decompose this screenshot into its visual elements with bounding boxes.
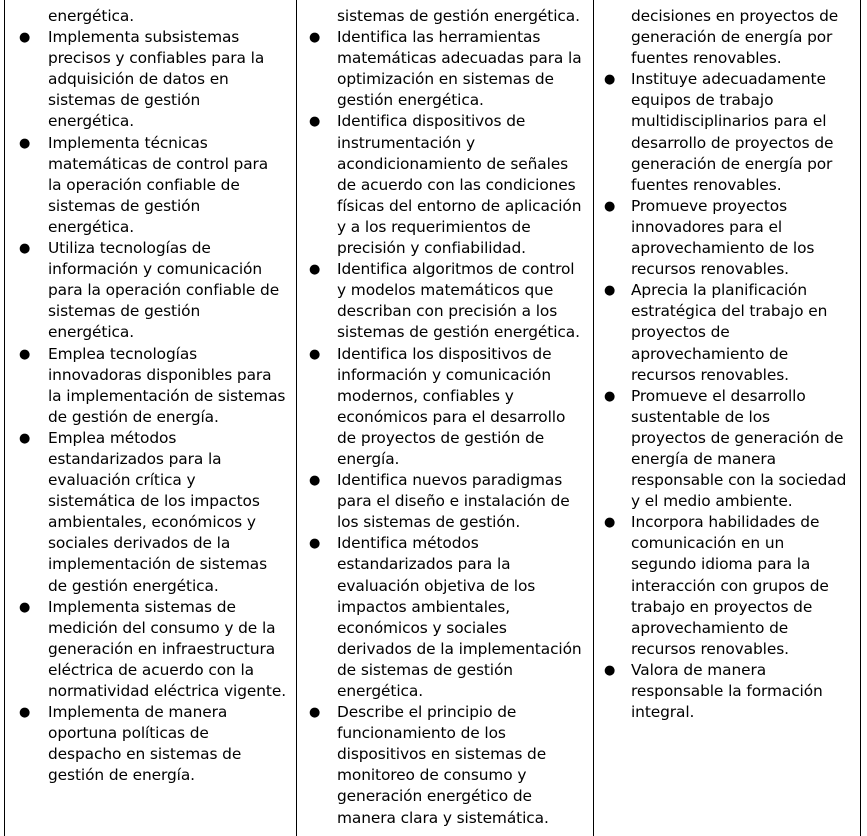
list-item-line xyxy=(5,27,290,48)
column-2-list xyxy=(297,6,588,829)
list-item-line xyxy=(594,280,856,301)
list-item-line xyxy=(5,639,290,660)
list-item-line xyxy=(297,238,588,259)
list-item-text: económicos y sociales xyxy=(337,618,507,637)
list-item-line xyxy=(594,301,856,322)
list-item-text: generación de energía por xyxy=(631,154,833,173)
list-item-text: económicos para el desarrollo xyxy=(337,407,566,426)
list-item-text: generación energético de xyxy=(337,787,532,806)
list-item-text: proyectos de generación de xyxy=(631,428,844,447)
bullet-icon: ● xyxy=(309,114,321,130)
list-item-line xyxy=(297,196,588,217)
list-item-text: sociales derivados de la xyxy=(48,534,231,553)
list-item-text: la operación confiable de xyxy=(48,175,240,194)
list-item-line xyxy=(594,702,856,723)
list-item-text: energética. xyxy=(48,217,134,236)
list-item-line xyxy=(5,702,290,723)
bullet-icon: ● xyxy=(19,599,31,615)
list-item-line xyxy=(594,533,856,554)
list-item-text: integral. xyxy=(631,703,695,722)
list-item-text: energética. xyxy=(48,7,134,25)
list-item-text: sistemas de gestión xyxy=(48,302,201,321)
list-item-text: y el medio ambiente. xyxy=(631,492,793,511)
list-item-text: precisos y confiables para la xyxy=(48,49,265,68)
list-item-text: normatividad eléctrica vigente. xyxy=(48,682,286,700)
list-item-line xyxy=(297,723,588,744)
list-item-text: y a los requerimientos de xyxy=(337,217,531,236)
list-item-line xyxy=(594,90,856,111)
list-item-text: Identifica algoritmos de control xyxy=(337,260,575,279)
list-item-line xyxy=(594,154,856,175)
list-item-line xyxy=(594,449,856,470)
list-item-text: de proyectos de gestión de xyxy=(337,428,545,447)
list-item-text: funcionamiento de los xyxy=(337,724,506,743)
list-item-text: manera clara y sistemática. xyxy=(337,808,549,827)
list-item-text: para la operación confiable de xyxy=(48,281,280,300)
list-item-text: generación en infraestructura xyxy=(48,639,276,658)
column-3 xyxy=(593,0,860,836)
list-item-line xyxy=(297,6,588,27)
list-item-line xyxy=(297,533,588,554)
list-item-text: trabajo en proyectos de xyxy=(631,597,813,616)
list-item-text: Emplea tecnologías xyxy=(48,344,198,363)
list-item-line xyxy=(5,491,290,512)
list-item-line xyxy=(297,639,588,660)
list-item-text: energética. xyxy=(337,682,423,700)
column-1 xyxy=(5,0,296,836)
list-item-text: energética. xyxy=(48,112,134,131)
list-item-line xyxy=(594,111,856,132)
list-item-text: gestión energética. xyxy=(337,91,484,110)
list-item-line xyxy=(297,365,588,386)
list-item-text: estratégica del trabajo en xyxy=(631,302,828,321)
list-item-text: sistemas de gestión xyxy=(48,91,201,110)
list-item-line xyxy=(297,618,588,639)
list-item-line xyxy=(297,660,588,681)
list-item-text: sustentable de los xyxy=(631,407,770,426)
list-item-line xyxy=(594,322,856,343)
list-item-text: aprovechamiento de xyxy=(631,618,789,637)
list-item-text: monitoreo de consumo y xyxy=(337,766,527,785)
list-item-text: implementación de sistemas xyxy=(48,555,268,574)
list-item-text: Emplea métodos xyxy=(48,428,177,447)
list-item-line xyxy=(5,133,290,154)
bullet-icon: ● xyxy=(604,662,616,678)
list-item-text: información y comunicación xyxy=(337,365,552,384)
list-item-text: de gestión energética. xyxy=(48,576,219,595)
list-item-line xyxy=(5,660,290,681)
list-item-text: aprovechamiento de xyxy=(631,344,789,363)
bullet-icon: ● xyxy=(604,283,616,299)
list-item-text: evaluación objetiva de los xyxy=(337,576,536,595)
list-item-text: matemáticas de control para xyxy=(48,154,269,173)
list-item-text: de sistemas de gestión xyxy=(337,660,513,679)
list-item-line xyxy=(297,175,588,196)
list-item-text: modernos, confiables y xyxy=(337,386,514,405)
list-item-text: Implementa subsistemas xyxy=(48,28,240,47)
list-item-text: la implementación de sistemas xyxy=(48,386,286,405)
bullet-icon: ● xyxy=(19,30,31,46)
list-item-line xyxy=(5,48,290,69)
list-item-text: recursos renovables. xyxy=(631,639,789,658)
list-item-text: de gestión de energía. xyxy=(48,407,219,426)
list-item-text: Implementa técnicas xyxy=(48,133,208,152)
list-item-text: desarrollo de proyectos de xyxy=(631,133,834,152)
list-item-text: recursos renovables. xyxy=(631,365,789,384)
list-item-line xyxy=(297,407,588,428)
bullet-icon: ● xyxy=(604,198,616,214)
list-item-line xyxy=(297,491,588,512)
list-item-line xyxy=(297,681,588,702)
list-item-text: información y comunicación xyxy=(48,260,263,279)
list-item-line xyxy=(594,660,856,681)
list-item-text: Instituye adecuadamente xyxy=(631,70,826,89)
list-item-line xyxy=(594,238,856,259)
list-item-line xyxy=(5,6,290,27)
list-item-line xyxy=(297,512,588,533)
list-item-line xyxy=(594,639,856,660)
list-item-text: fuentes renovables. xyxy=(631,175,782,194)
bullet-icon: ● xyxy=(309,30,321,46)
list-item-line xyxy=(297,69,588,90)
list-item-line xyxy=(594,27,856,48)
list-item-line xyxy=(297,554,588,575)
list-item-line xyxy=(297,765,588,786)
list-item-line xyxy=(5,428,290,449)
list-item-text: de acuerdo con las condiciones xyxy=(337,175,576,194)
list-item-text: Describe el principio de xyxy=(337,703,517,722)
list-item-text: generación de energía por xyxy=(631,28,833,47)
list-item-line xyxy=(297,449,588,470)
list-item-line xyxy=(5,69,290,90)
bullet-icon: ● xyxy=(309,262,321,278)
list-item-line xyxy=(594,196,856,217)
list-item-line xyxy=(5,449,290,470)
list-item-text: aprovechamiento de los xyxy=(631,239,815,258)
list-item-line xyxy=(297,111,588,132)
bullet-icon: ● xyxy=(604,515,616,531)
list-item-text: energía. xyxy=(337,449,400,468)
list-item-line xyxy=(5,365,290,386)
list-item-line xyxy=(297,597,588,618)
list-item-line xyxy=(594,217,856,238)
list-item-text: optimización en sistemas de xyxy=(337,70,554,89)
list-item-line xyxy=(594,407,856,428)
list-item-text: energética. xyxy=(48,323,134,342)
list-item-line xyxy=(594,491,856,512)
list-item-text: medición del consumo y de la xyxy=(48,618,276,637)
list-item-line xyxy=(594,259,856,280)
list-item-text: Identifica nuevos paradigmas xyxy=(337,471,563,490)
list-item-line xyxy=(5,344,290,365)
list-item-text: derivados de la implementación xyxy=(337,639,582,658)
list-item-line xyxy=(297,154,588,175)
list-item-line xyxy=(5,512,290,533)
list-item-text: recursos renovables. xyxy=(631,260,789,279)
list-item-line xyxy=(297,702,588,723)
list-item-text: equipos de trabajo xyxy=(631,91,774,110)
list-item-text: decisiones en proyectos de xyxy=(631,7,839,25)
list-item-line xyxy=(594,344,856,365)
list-item-text: eléctrica de acuerdo con la xyxy=(48,660,255,679)
list-item-line xyxy=(594,48,856,69)
list-item-text: Incorpora habilidades de xyxy=(631,513,820,532)
list-item-line xyxy=(5,259,290,280)
list-item-text: energía de manera xyxy=(631,449,776,468)
list-item-line xyxy=(297,576,588,597)
bullet-icon: ● xyxy=(309,346,321,362)
list-item-text: comunicación en un xyxy=(631,534,785,553)
list-item-text: estandarizados para la xyxy=(48,449,222,468)
list-item-text: responsable con la sociedad xyxy=(631,471,847,490)
list-item-text: despacho en sistemas de xyxy=(48,745,242,764)
list-item-line xyxy=(594,428,856,449)
list-item-text: Utiliza tecnologías de xyxy=(48,239,211,258)
list-item-line xyxy=(594,554,856,575)
list-item-text: segundo idioma para la xyxy=(631,555,811,574)
column-3-list xyxy=(594,6,856,723)
bullet-icon: ● xyxy=(309,536,321,552)
list-item-text: Identifica métodos xyxy=(337,534,479,553)
list-item-line xyxy=(297,48,588,69)
list-item-text: sistemas de gestión energética. xyxy=(337,323,580,342)
list-item-text: responsable la formación xyxy=(631,682,823,700)
list-item-line xyxy=(5,723,290,744)
list-item-text: describan con precisión a los xyxy=(337,302,558,321)
list-item-line xyxy=(594,175,856,196)
list-item-line xyxy=(5,533,290,554)
list-item-text: adquisición de datos en xyxy=(48,70,229,89)
list-item-text: gestión de energía. xyxy=(48,766,195,785)
list-item-text: sistemas de gestión energética. xyxy=(337,7,580,25)
list-item-line xyxy=(5,618,290,639)
list-item-text: impactos ambientales, xyxy=(337,597,511,616)
list-item-line xyxy=(297,90,588,111)
list-item-line xyxy=(594,69,856,90)
column-2 xyxy=(296,0,593,836)
list-item-line xyxy=(5,681,290,702)
list-item-line xyxy=(297,744,588,765)
list-item-line xyxy=(297,470,588,491)
list-item-line xyxy=(5,280,290,301)
list-item-line xyxy=(297,217,588,238)
list-item-line xyxy=(5,554,290,575)
bullet-icon: ● xyxy=(604,72,616,88)
list-item-line xyxy=(297,133,588,154)
list-item-text: Promueve proyectos xyxy=(631,196,787,215)
list-item-text: innovadoras disponibles para xyxy=(48,365,272,384)
list-item-text: Identifica las herramientas xyxy=(337,28,541,47)
bullet-icon: ● xyxy=(19,430,31,446)
list-item-line xyxy=(5,175,290,196)
list-item-line xyxy=(594,512,856,533)
list-item-text: acondicionamiento de señales xyxy=(337,154,569,173)
list-item-text: fuentes renovables. xyxy=(631,49,782,68)
list-item-line xyxy=(5,597,290,618)
list-item-line xyxy=(5,154,290,175)
list-item-line xyxy=(5,238,290,259)
list-item-text: sistemas de gestión xyxy=(48,196,201,215)
list-item-text: los sistemas de gestión. xyxy=(337,513,521,532)
list-item-line xyxy=(297,27,588,48)
list-item-line xyxy=(297,322,588,343)
list-item-line xyxy=(5,301,290,322)
list-item-line xyxy=(594,386,856,407)
list-item-line xyxy=(594,6,856,27)
list-item-text: físicas del entorno de aplicación xyxy=(337,196,582,215)
list-item-text: Valora de manera xyxy=(631,660,767,679)
list-item-text: matemáticas adecuadas para la xyxy=(337,49,582,68)
list-item-line xyxy=(297,428,588,449)
list-item-text: Identifica los dispositivos de xyxy=(337,344,552,363)
list-item-text: precisión y confiabilidad. xyxy=(337,239,526,258)
bullet-icon: ● xyxy=(604,388,616,404)
list-item-line xyxy=(297,301,588,322)
list-item-line xyxy=(5,407,290,428)
list-item-line xyxy=(594,681,856,702)
bullet-icon: ● xyxy=(309,473,321,489)
list-item-line xyxy=(297,259,588,280)
list-item-text: Aprecia la planificación xyxy=(631,281,808,300)
list-item-line xyxy=(594,618,856,639)
list-item-text: estandarizados para la xyxy=(337,555,511,574)
list-item-line xyxy=(5,765,290,786)
list-item-line xyxy=(5,196,290,217)
list-item-line xyxy=(5,576,290,597)
list-item-text: Identifica dispositivos de xyxy=(337,112,526,131)
list-item-text: innovadores para el xyxy=(631,217,782,236)
bullet-icon: ● xyxy=(19,135,31,151)
list-item-text: interacción con grupos de xyxy=(631,576,829,595)
list-item-line xyxy=(594,470,856,491)
list-item-line xyxy=(594,576,856,597)
list-item-line xyxy=(297,280,588,301)
list-item-text: Implementa sistemas de xyxy=(48,597,236,616)
list-item-line xyxy=(5,386,290,407)
list-item-line xyxy=(5,111,290,132)
bullet-icon: ● xyxy=(309,705,321,721)
competencies-table xyxy=(4,0,861,836)
list-item-text: evaluación crítica y xyxy=(48,471,196,490)
list-item-line xyxy=(594,597,856,618)
list-item-text: multidisciplinarios para el xyxy=(631,112,827,131)
list-item-line xyxy=(297,344,588,365)
list-item-line xyxy=(5,322,290,343)
list-item-line xyxy=(594,133,856,154)
bullet-icon: ● xyxy=(19,705,31,721)
list-item-text: sistemática de los impactos xyxy=(48,492,260,511)
list-item-line xyxy=(5,470,290,491)
list-item-text: y modelos matemáticos que xyxy=(337,281,554,300)
list-item-line xyxy=(5,217,290,238)
column-1-list xyxy=(5,6,290,786)
bullet-icon: ● xyxy=(19,346,31,362)
list-item-text: Implementa de manera xyxy=(48,703,228,722)
list-item-text: proyectos de xyxy=(631,323,730,342)
list-item-text: Promueve el desarrollo xyxy=(631,386,806,405)
list-item-line xyxy=(297,786,588,807)
list-item-text: oportuna políticas de xyxy=(48,724,209,743)
list-item-line xyxy=(594,365,856,386)
list-item-line xyxy=(5,90,290,111)
list-item-line xyxy=(297,386,588,407)
list-item-line xyxy=(5,744,290,765)
bullet-icon: ● xyxy=(19,241,31,257)
list-item-line xyxy=(297,808,588,829)
list-item-text: ambientales, económicos y xyxy=(48,513,256,532)
list-item-text: para el diseño e instalación de xyxy=(337,492,570,511)
list-item-text: instrumentación y xyxy=(337,133,476,152)
list-item-text: dispositivos en sistemas de xyxy=(337,745,547,764)
